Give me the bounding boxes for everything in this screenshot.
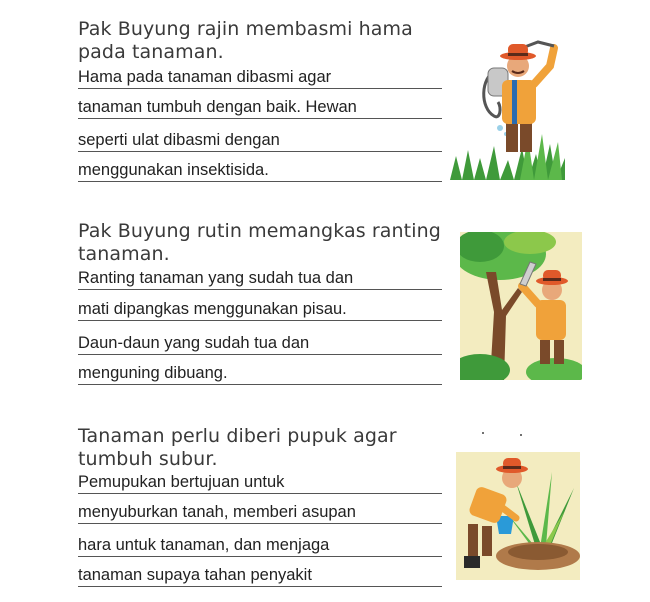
farmer-pruning-illustration [460, 232, 582, 380]
answer-line: menyuburkan tanah, memberi asupan [78, 501, 442, 524]
section-title [78, 220, 458, 266]
title-line: Tanaman perlu diberi pupuk agar [78, 425, 397, 447]
title-line: pada tanaman. [78, 41, 224, 63]
farmer-spraying-illustration [450, 38, 565, 180]
answer-line: tanaman supaya tahan penyakit [78, 564, 442, 587]
farmer-fertilizing-illustration [456, 452, 580, 580]
decorative-dot [482, 432, 484, 434]
title-line: tumbuh subur. [78, 448, 218, 470]
title-line: tanaman. [78, 243, 170, 265]
answer-line: Pemupukan bertujuan untuk [78, 471, 442, 494]
answer-line: seperti ulat dibasmi dengan [78, 129, 442, 152]
answer-line: tanaman tumbuh dengan baik. Hewan [78, 96, 442, 119]
title-line: Pak Buyung rajin membasmi hama [78, 18, 413, 40]
title-line: Pak Buyung rutin memangkas ranting [78, 220, 441, 242]
answer-line: Hama pada tanaman dibasmi agar [78, 66, 442, 89]
answer-line: menguning dibuang. [78, 362, 442, 385]
answer-line: Daun-daun yang sudah tua dan [78, 332, 442, 355]
decorative-dot [520, 434, 522, 436]
section-title [78, 18, 458, 64]
answer-line: Ranting tanaman yang sudah tua dan [78, 267, 442, 290]
answer-line: mati dipangkas menggunakan pisau. [78, 298, 442, 321]
answer-line: hara untuk tanaman, dan menjaga [78, 534, 442, 557]
section-title [78, 425, 458, 471]
answer-line: menggunakan insektisida. [78, 159, 442, 182]
